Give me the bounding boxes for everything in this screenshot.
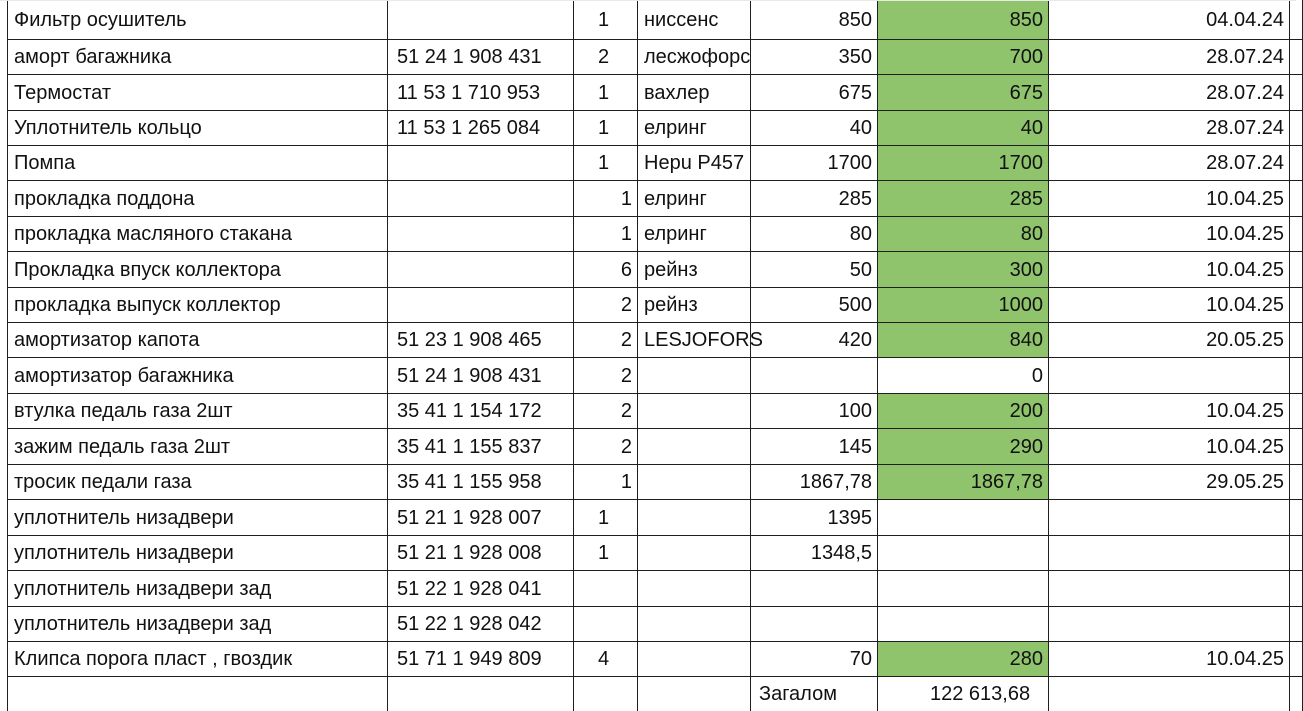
cell-part[interactable] <box>388 146 574 181</box>
cell-date[interactable]: 28.07.24 <box>1049 40 1290 75</box>
cell-qty[interactable]: 1 <box>574 536 638 571</box>
cell-date[interactable]: 10.04.25 <box>1049 394 1290 429</box>
cell-qty[interactable] <box>574 571 638 607</box>
cell-part[interactable] <box>388 252 574 288</box>
cell-name[interactable]: втулка педаль газа 2шт <box>8 394 388 429</box>
cell-part[interactable]: 35 41 1 154 172 <box>388 394 574 429</box>
cell-total[interactable]: 850 <box>878 0 1049 40</box>
cell-extra[interactable] <box>1290 0 1303 40</box>
cell-name[interactable]: амортизатор багажника <box>8 358 388 394</box>
cell-qty[interactable]: 2 <box>574 40 638 75</box>
cell-extra[interactable] <box>1290 75 1303 111</box>
cell-name[interactable]: уплотнитель низадвери <box>8 536 388 571</box>
cell-brand[interactable]: ниссенс <box>638 0 751 40</box>
cell-total[interactable]: 1700 <box>878 146 1049 181</box>
cell-total[interactable]: 200 <box>878 394 1049 429</box>
cell-brand[interactable] <box>638 358 751 394</box>
cell-qty[interactable]: 1 <box>574 146 638 181</box>
cell-total[interactable]: 675 <box>878 75 1049 111</box>
cell-price[interactable]: 80 <box>751 217 878 252</box>
cell-extra[interactable] <box>1290 642 1303 677</box>
cell-qty[interactable]: 1 <box>574 500 638 536</box>
cell-part[interactable]: 35 41 1 155 837 <box>388 429 574 465</box>
cell-total[interactable]: 80 <box>878 217 1049 252</box>
cell-extra[interactable] <box>1290 288 1303 323</box>
cell-date[interactable]: 10.04.25 <box>1049 252 1290 288</box>
cell-total[interactable]: 700 <box>878 40 1049 75</box>
cell-name[interactable]: прокладка поддона <box>8 181 388 217</box>
cell-extra[interactable] <box>1290 40 1303 75</box>
cell-name[interactable]: прокладка выпуск коллектор <box>8 288 388 323</box>
cell-total[interactable] <box>878 536 1049 571</box>
cell-total[interactable]: 300 <box>878 252 1049 288</box>
cell-part[interactable] <box>388 181 574 217</box>
cell-date[interactable] <box>1049 571 1290 607</box>
cell-name[interactable]: прокладка масляного стакана <box>8 217 388 252</box>
cell-total[interactable] <box>878 607 1049 642</box>
cell-extra[interactable] <box>1290 394 1303 429</box>
cell-part[interactable]: 51 22 1 928 041 <box>388 571 574 607</box>
cell-qty[interactable]: 6 <box>574 252 638 288</box>
cell-brand[interactable]: Hepu P457 <box>638 146 751 181</box>
cell-date[interactable]: 28.07.24 <box>1049 146 1290 181</box>
cell-name[interactable]: Фильтр осушитель <box>8 0 388 40</box>
cell-extra[interactable] <box>1290 677 1303 711</box>
cell-brand[interactable] <box>638 642 751 677</box>
cell-extra[interactable] <box>1290 358 1303 394</box>
cell-total[interactable]: 280 <box>878 642 1049 677</box>
cell-brand[interactable]: рейнз <box>638 252 751 288</box>
cell-qty[interactable]: 1 <box>574 75 638 111</box>
cell-extra[interactable] <box>1290 429 1303 465</box>
cell-name[interactable]: Уплотнитель кольцо <box>8 111 388 146</box>
cell-total[interactable] <box>878 571 1049 607</box>
cell-brand[interactable] <box>638 536 751 571</box>
cell-brand[interactable]: LESJOFORS <box>638 323 751 358</box>
cell-brand[interactable]: вахлер <box>638 75 751 111</box>
cell-brand[interactable]: елринг <box>638 181 751 217</box>
cell-price[interactable]: 285 <box>751 181 878 217</box>
cell-extra[interactable] <box>1290 500 1303 536</box>
cell-name[interactable]: уплотнитель низадвери <box>8 500 388 536</box>
cell-qty[interactable] <box>574 607 638 642</box>
cell-date[interactable]: 10.04.25 <box>1049 217 1290 252</box>
cell-brand[interactable] <box>638 500 751 536</box>
cell-price[interactable]: 1700 <box>751 146 878 181</box>
cell-part[interactable]: 11 53 1 265 084 <box>388 111 574 146</box>
cell-price[interactable] <box>751 607 878 642</box>
total-sum[interactable]: 122 613,68 <box>878 677 1049 711</box>
cell-name[interactable]: Прокладка впуск коллектора <box>8 252 388 288</box>
cell-qty[interactable]: 1 <box>574 111 638 146</box>
cell-price[interactable]: 500 <box>751 288 878 323</box>
cell-price[interactable]: 1867,78 <box>751 465 878 500</box>
cell-date[interactable]: 04.04.24 <box>1049 0 1290 40</box>
cell-name[interactable]: уплотнитель низадвери зад <box>8 607 388 642</box>
cell-extra[interactable] <box>1290 217 1303 252</box>
cell-name[interactable]: Термостат <box>8 75 388 111</box>
cell-part[interactable]: 51 21 1 928 007 <box>388 500 574 536</box>
cell-brand[interactable]: елринг <box>638 111 751 146</box>
cell-part[interactable]: 51 21 1 928 008 <box>388 536 574 571</box>
cell-brand[interactable] <box>638 394 751 429</box>
cell-qty[interactable]: 1 <box>574 465 638 500</box>
cell-empty[interactable] <box>1049 677 1290 711</box>
cell-date[interactable]: 10.04.25 <box>1049 181 1290 217</box>
cell-total[interactable]: 40 <box>878 111 1049 146</box>
cell-part[interactable]: 51 71 1 949 809 <box>388 642 574 677</box>
cell-brand[interactable]: рейнз <box>638 288 751 323</box>
row-header-edge <box>0 0 8 711</box>
cell-brand[interactable] <box>638 429 751 465</box>
cell-extra[interactable] <box>1290 536 1303 571</box>
cell-price[interactable] <box>751 571 878 607</box>
cell-date[interactable] <box>1049 358 1290 394</box>
cell-name[interactable]: уплотнитель низадвери зад <box>8 571 388 607</box>
cell-brand[interactable]: елринг <box>638 217 751 252</box>
cell-qty[interactable]: 2 <box>574 323 638 358</box>
cell-brand[interactable] <box>638 571 751 607</box>
cell-extra[interactable] <box>1290 181 1303 217</box>
cell-qty[interactable]: 2 <box>574 429 638 465</box>
cell-empty[interactable] <box>8 677 388 711</box>
cell-part[interactable] <box>388 0 574 40</box>
cell-total[interactable] <box>878 500 1049 536</box>
cell-name[interactable]: Клипса порога пласт , гвоздик <box>8 642 388 677</box>
cell-part[interactable]: 51 23 1 908 465 <box>388 323 574 358</box>
cell-price[interactable]: 40 <box>751 111 878 146</box>
cell-price[interactable]: 1395 <box>751 500 878 536</box>
cell-qty[interactable]: 2 <box>574 358 638 394</box>
cell-price[interactable]: 350 <box>751 40 878 75</box>
total-label[interactable]: Загалом <box>751 677 878 711</box>
cell-price[interactable]: 145 <box>751 429 878 465</box>
cell-price[interactable]: 1348,5 <box>751 536 878 571</box>
cell-date[interactable]: 28.07.24 <box>1049 75 1290 111</box>
cell-date[interactable]: 10.04.25 <box>1049 288 1290 323</box>
cell-price[interactable]: 675 <box>751 75 878 111</box>
cell-price[interactable] <box>751 358 878 394</box>
cell-date[interactable]: 29.05.25 <box>1049 465 1290 500</box>
cell-date[interactable]: 20.05.25 <box>1049 323 1290 358</box>
cell-extra[interactable] <box>1290 465 1303 500</box>
cell-extra[interactable] <box>1290 111 1303 146</box>
cell-total[interactable]: 290 <box>878 429 1049 465</box>
cell-extra[interactable] <box>1290 252 1303 288</box>
cell-date[interactable]: 10.04.25 <box>1049 429 1290 465</box>
cell-qty[interactable]: 1 <box>574 217 638 252</box>
cell-qty[interactable]: 1 <box>574 181 638 217</box>
cell-date[interactable]: 28.07.24 <box>1049 111 1290 146</box>
cell-name[interactable]: амортизатор капота <box>8 323 388 358</box>
cell-brand[interactable]: лесжофорс <box>638 40 751 75</box>
cell-total[interactable]: 285 <box>878 181 1049 217</box>
cell-name[interactable]: аморт багажника <box>8 40 388 75</box>
cell-qty[interactable]: 1 <box>574 0 638 40</box>
cell-qty[interactable]: 4 <box>574 642 638 677</box>
top-border <box>0 0 1296 1</box>
cell-date[interactable] <box>1049 536 1290 571</box>
cell-part[interactable]: 35 41 1 155 958 <box>388 465 574 500</box>
cell-part[interactable]: 11 53 1 710 953 <box>388 75 574 111</box>
cell-extra[interactable] <box>1290 146 1303 181</box>
cell-name[interactable]: зажим педаль газа 2шт <box>8 429 388 465</box>
cell-part[interactable]: 51 24 1 908 431 <box>388 358 574 394</box>
cell-part[interactable] <box>388 217 574 252</box>
cell-empty[interactable] <box>638 677 751 711</box>
cell-price[interactable]: 50 <box>751 252 878 288</box>
cell-total[interactable]: 840 <box>878 323 1049 358</box>
cell-empty[interactable] <box>574 677 638 711</box>
cell-brand[interactable] <box>638 607 751 642</box>
cell-part[interactable] <box>388 288 574 323</box>
cell-date[interactable]: 10.04.25 <box>1049 642 1290 677</box>
cell-qty[interactable]: 2 <box>574 288 638 323</box>
cell-extra[interactable] <box>1290 571 1303 607</box>
cell-extra[interactable] <box>1290 323 1303 358</box>
cell-total[interactable]: 1867,78 <box>878 465 1049 500</box>
cell-price[interactable]: 850 <box>751 0 878 40</box>
cell-price[interactable]: 70 <box>751 642 878 677</box>
cell-empty[interactable] <box>388 677 574 711</box>
cell-price[interactable]: 420 <box>751 323 878 358</box>
cell-price[interactable]: 100 <box>751 394 878 429</box>
cell-name[interactable]: тросик педали газа <box>8 465 388 500</box>
cell-date[interactable] <box>1049 500 1290 536</box>
cell-qty[interactable]: 2 <box>574 394 638 429</box>
cell-date[interactable] <box>1049 607 1290 642</box>
cell-name[interactable]: Помпа <box>8 146 388 181</box>
cell-total[interactable]: 0 <box>878 358 1049 394</box>
cell-part[interactable]: 51 22 1 928 042 <box>388 607 574 642</box>
cell-part[interactable]: 51 24 1 908 431 <box>388 40 574 75</box>
cell-brand[interactable] <box>638 465 751 500</box>
cell-extra[interactable] <box>1290 607 1303 642</box>
cell-total[interactable]: 1000 <box>878 288 1049 323</box>
